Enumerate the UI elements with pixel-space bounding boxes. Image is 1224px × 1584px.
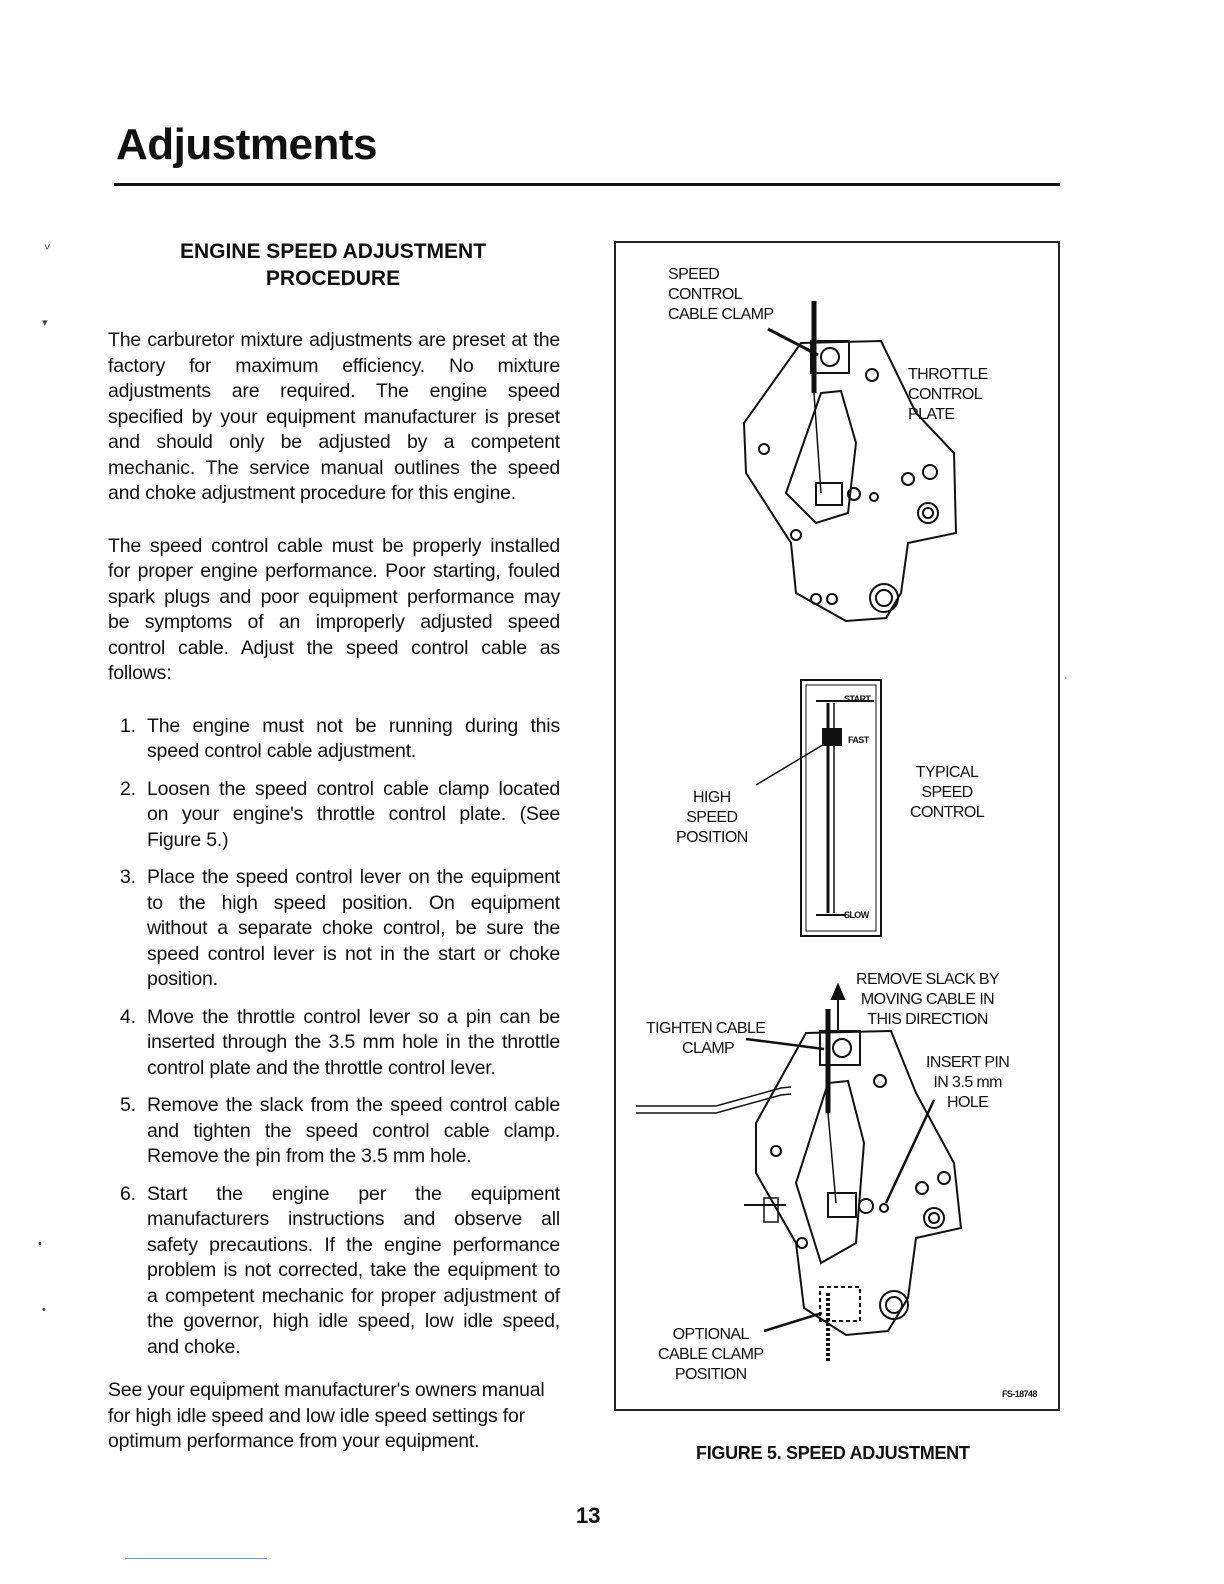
label-typical-speed-control: TYPICAL SPEED CONTROL [910,764,985,821]
cable-paragraph: The speed control cable must be properly installed for proper engine performance. Poor starting, fouled spark plugs and poor equipment performance may be symptoms of an improperly adjusted speed control cable. Adjust the speed control cable as follows: [108,534,560,684]
title-rule [114,183,1060,186]
figure-5-box [614,241,1060,1411]
section-heading-line-2: PROCEDURE [265,267,401,290]
figure-code: FS-18748 [1002,1389,1037,1399]
section-heading [110,238,556,292]
bottom-rule [125,1558,267,1559]
procedure-step: 6. Start the engine per the equipment manufacturers instructions and observe all safety precautions. If the engine performance problem is not corrected, take the equipment to a competent mechanic for proper adjustment of the governor, high idle speed, low idle speed, and choke. [120,1182,560,1358]
margin-mark: ▾ [42,317,48,329]
label-high-speed-position: HIGH SPEED POSITION [676,789,748,846]
page-number: 13 [576,1503,601,1528]
margin-mark: · [1064,672,1068,684]
figure-caption: FIGURE 5. SPEED ADJUSTMENT [696,1443,970,1463]
margin-mark: • [42,1304,46,1316]
label-optional-cable-clamp: OPTIONAL CABLE CLAMP POSITION [658,1326,764,1383]
body-column [108,328,560,1455]
speed-control-panel [801,680,881,936]
cable-clamp-upper [811,341,849,373]
label-fast: FAST [848,735,869,745]
label-tighten-cable-clamp: TIGHTEN CABLE CLAMP [646,1020,766,1057]
page-title: Adjustments [116,120,377,169]
margin-mark: ˅ [44,242,51,254]
margin-mark: • [38,1238,42,1250]
throttle-lever-upper [786,391,856,523]
label-insert-pin: INSERT PIN IN 3.5 mm HOLE [926,1054,1010,1111]
procedure-step: 4. Move the throttle control lever so a pin can be inserted through the 3.5 mm hole in the throttle control plate and the throttle control lever. [120,1005,560,1079]
label-start: START [844,694,871,704]
procedure-steps [108,714,560,1361]
label-throttle-control-plate: THROTTLE CONTROL PLATE [908,366,988,423]
label-remove-slack: REMOVE SLACK BY MOVING CABLE IN THIS DIRECTION [856,971,1000,1028]
procedure-step: 2. Loosen the speed control cable clamp located on your engine's throttle control plate. (See Figure 5.) [120,777,560,851]
procedure-step: 1. The engine must not be running during this speed control cable adjustment. [120,714,560,762]
procedure-step: 3. Place the speed control lever on the equipment to the high speed position. On equipment without a separate choke control, be sure the speed control lever is not in the start or choke position. [120,866,560,990]
closing-paragraph: See your equipment manufacturer's owners manual for high idle speed and low idle speed settings for optimum performance from your equipment. [108,1379,545,1452]
label-slow: SLOW [844,910,869,920]
section-heading-line-1: ENGINE SPEED ADJUSTMENT [179,240,487,263]
intro-paragraph: The carburetor mixture adjustments are preset at the factory for maximum efficiency. No mixture adjustments are required. The engine speed specified by your equipment manufacturer is preset and should only be adjusted by a competent mechanic. The service manual outlines the speed and choke adjustment procedure for this engine. [108,329,560,504]
procedure-step: 5. Remove the slack from the speed control cable and tighten the speed control cable clamp. Remove the pin from the 3.5 mm hole. [120,1094,560,1167]
label-speed-control-cable-clamp: SPEED CONTROL CABLE CLAMP [668,266,774,323]
